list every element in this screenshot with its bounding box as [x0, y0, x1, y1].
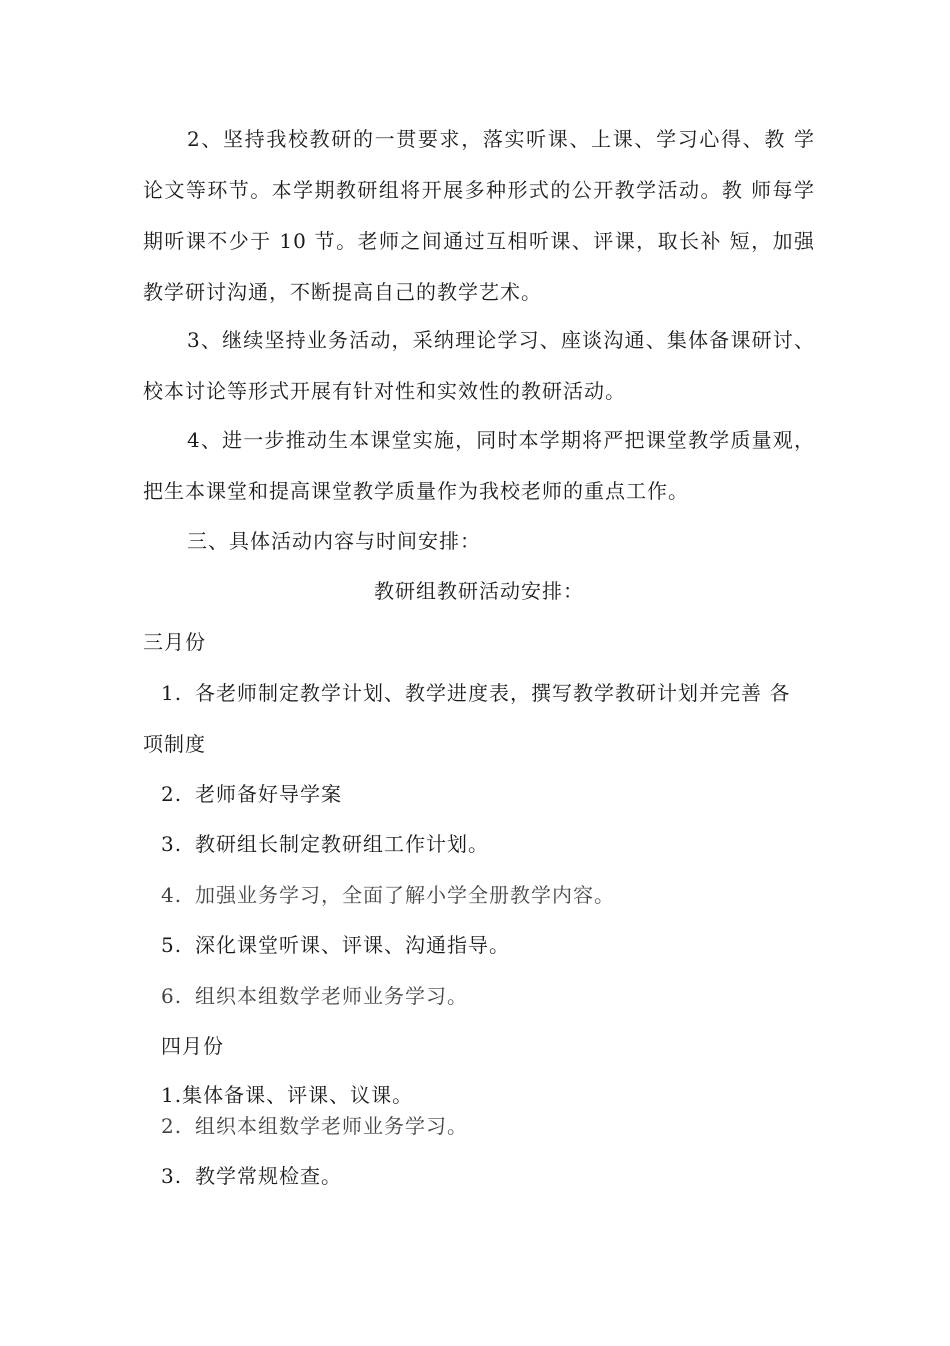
paragraph-3: 3、继续坚持业务活动，采纳理论学习、座谈沟通、集体备课研讨、校本讨论等形式开展有针对性和实效性的教研活动。 [143, 328, 815, 403]
march-item-4 [161, 880, 615, 910]
list-item-text: 加强业务学习，全面了解小学全册教学内容。 [195, 883, 615, 907]
april-item-2 [161, 1111, 468, 1141]
list-item-text: 集体备课、评课、议课。 [182, 1083, 414, 1107]
list-item-text: 各老师制定教学计划、教学进度表，撰写教学教研计划并完善 各 [195, 681, 791, 705]
schedule-title: 教研组教研活动安排： [374, 579, 584, 603]
march-item-2 [161, 779, 342, 809]
list-item-text: 组织本组数学老师业务学习。 [195, 1114, 468, 1138]
list-number: 1. [161, 681, 183, 705]
list-number: 5. [161, 933, 183, 957]
march-item-1 [161, 678, 815, 708]
list-number: 6. [161, 984, 183, 1008]
april-heading: 四月份 [161, 1034, 224, 1058]
list-item-text: 深化课堂听课、评课、沟通指导。 [195, 933, 510, 957]
paragraph-4: 4、进一步推动生本课堂实施，同时本学期将严把课堂教学质量观，把生本课堂和提高课堂教学质量作为我校老师的重点工作。 [143, 428, 815, 503]
list-number: 3. [161, 832, 183, 856]
list-number: 2. [161, 782, 183, 806]
list-number: 2. [161, 1114, 183, 1138]
list-item-text: 教学常规检查。 [195, 1164, 342, 1188]
list-item-text: 组织本组数学老师业务学习。 [195, 984, 468, 1008]
list-item-text: 教研组长制定教研组工作计划。 [195, 832, 489, 856]
april-item-3 [161, 1161, 342, 1191]
list-number: 1. [161, 1083, 183, 1107]
march-item-6 [161, 981, 468, 1011]
april-item-1 [161, 1080, 413, 1110]
march-item-3 [161, 829, 489, 859]
list-number: 4. [161, 883, 183, 907]
list-item-text: 老师备好导学案 [195, 782, 342, 806]
march-item-1-continuation: 项制度 [143, 732, 206, 756]
paragraph-2: 2、坚持我校教研的一贯要求，落实听课、上课、学习心得、教 学论文等环节。本学期教研组将开展多种形式的公开教学活动。教 师每学期听课不少于 10 节。老师之间通过互相听课、评课，取长补 短，加强教学研讨沟通，不断提高自己的教学艺术。 [143, 127, 815, 304]
list-number: 3. [161, 1164, 183, 1188]
section-heading-3: 三、具体活动内容与时间安排： [187, 529, 481, 553]
march-heading: 三月份 [143, 630, 206, 654]
march-item-5 [161, 930, 510, 960]
